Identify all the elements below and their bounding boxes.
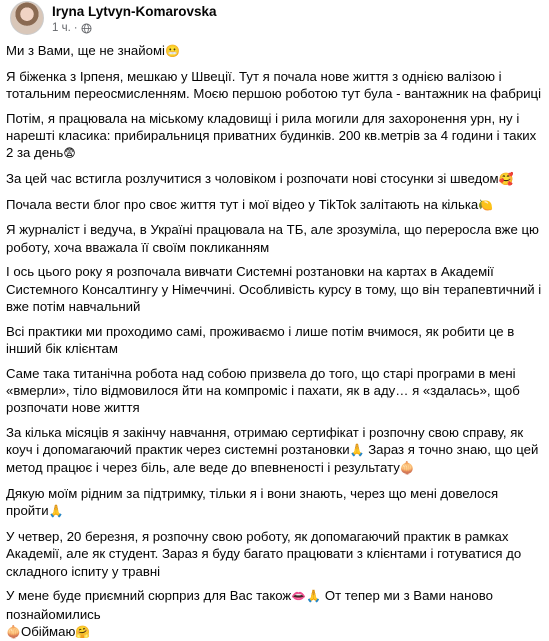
meta-separator: ·	[73, 22, 78, 34]
post-paragraph: І ось цього року я розпочала вивчати Системні розтановки на картах в Академії Системного Консалтингу у Німеччині. Особливість курсу в тому, що він терапевтичний і вже потім навчальний	[6, 264, 542, 314]
author-avatar[interactable]	[10, 1, 44, 35]
onion-emoji: 🧅	[6, 625, 21, 639]
post-body	[6, 42, 549, 641]
fearful-face-emoji: 😨	[63, 146, 76, 161]
post-timestamp[interactable]: 1 ч.	[52, 22, 71, 34]
smiling-hearts-emoji: 🥰	[498, 171, 514, 186]
post-paragraph: Ми з Вами, ще не знайомі😬	[6, 42, 543, 60]
globe-icon[interactable]	[81, 23, 92, 34]
post-paragraph: Я журналіст і ведуча, в Україні працювала на ТБ, але зрозуміла, що переросла вже цю роботу, хоча вважала її своїм покликанням	[6, 222, 539, 255]
post-paragraph: У мене буде приємний сюрприз для Вас також👄🙏 От тепер ми з Вами наново познайомились 🧅Обіймаю🤗	[6, 587, 543, 641]
post-paragraph: Дякую моїм рідним за підтримку, тільки я і вони знають, через що мені довелося пройти🙏	[6, 485, 543, 521]
author-name-link[interactable]: Iryna Lytvyn-Komarovska	[52, 4, 217, 19]
folded-hands-emoji: 🙏	[349, 443, 365, 458]
post-paragraph: Почала вести блог про своє життя тут і мої відео у TikTok залітають на кілька🍋	[6, 196, 543, 214]
lemon-emoji: 🍋	[478, 197, 494, 212]
post-paragraph: За кілька місяців я закінчу навчання, отримаю сертифікат і розпочну свою справу, як коуч і допомагаючий практик через системні розтановки🙏 Зараз я точно знаю, що цей метод працює і через біль, але веде до впевненості і результату🧅	[6, 424, 543, 478]
post-meta	[52, 22, 92, 34]
post-paragraph: Всі практики ми проходимо самі, проживаємо і лише потім вчимося, як робити це в інший бік клієнтам	[6, 323, 515, 356]
folded-hands-emoji: 🙏	[48, 504, 64, 519]
post-paragraph: За цей час встигла розлучитися з чоловіком і розпочати нові стосунки зі шведом🥰	[6, 170, 543, 188]
post-paragraph: Потім, я працювала на міському кладовищі і рила могили для захоронення урн, ну і нарешті класика: прибиральниця приватних будинків. 200 кв.метрів за 4 години і таких 2 за день😨	[6, 110, 543, 163]
lips-folded-hands-emoji: 👄🙏	[291, 589, 322, 604]
grimace-emoji: 😬	[164, 44, 180, 58]
post-paragraph: Я біженка з Ірпеня, мешкаю у Швеції. Тут я почала нове життя з однією валізою і тотальним переосмисленням. Моєю першою роботою тут була - вантажник на фабриці	[6, 68, 542, 101]
post-paragraph: У четвер, 20 березня, я розпочну свою роботу, як допомагаючий практик в рамках Академії, але як студент. Зараз я буду багато працювати з клієнтами і готуватися до складного іспиту у травні	[6, 529, 522, 579]
post-header	[6, 0, 549, 42]
post-paragraph: Саме така титанічна робота над собою призвела до того, що старі програми в мені «вмерли», тіло відмовилося йти на компроміс і пахати, як в аду… я «здалась», щоб розпочати нове життя	[6, 365, 520, 416]
onion-emoji: 🧅	[399, 461, 415, 476]
hugging-face-emoji: 🤗	[75, 625, 91, 639]
